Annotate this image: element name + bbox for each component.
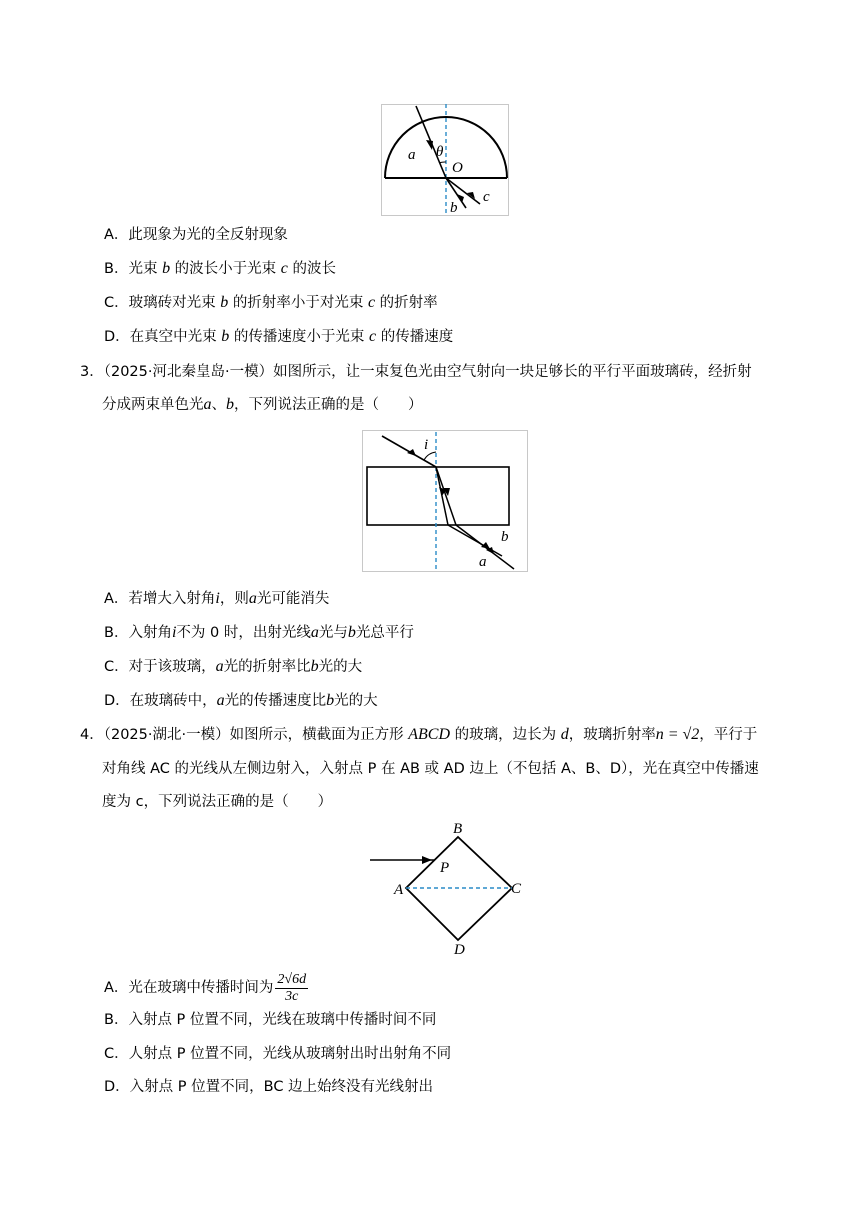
label-theta: θ bbox=[436, 144, 444, 160]
q3-option-b: B．入射角i不为 0 时，出射光线a光与b光总平行 bbox=[104, 624, 414, 641]
q4-stem-line3: 度为 c，下列说法正确的是（ ） bbox=[102, 794, 333, 810]
q4-option-d: D．入射点 P 位置不同，BC 边上始终没有光线射出 bbox=[104, 1079, 434, 1095]
q2-option-c: C．玻璃砖对光束 b 的折射率小于对光束 c 的折射率 bbox=[104, 294, 438, 311]
label-C: C bbox=[511, 881, 522, 897]
q3-option-d: D．在玻璃砖中，a光的传播速度比b光的大 bbox=[104, 692, 378, 709]
figure-square-glass bbox=[366, 820, 530, 958]
q4-option-a: A．光在玻璃中传播时间为 $\frac{2√6d}{3c}$ bbox=[104, 971, 307, 1004]
label-A: A bbox=[394, 882, 404, 898]
figure-glass-slab bbox=[362, 430, 528, 572]
q2-option-b: B．光束 b 的波长小于光束 c 的波长 bbox=[104, 260, 336, 277]
q3-option-a: A．若增大入射角i，则a光可能消失 bbox=[104, 590, 330, 607]
label-P: P bbox=[440, 860, 450, 876]
label-c: c bbox=[483, 189, 490, 205]
q2-option-a: A．此现象为光的全反射现象 bbox=[104, 227, 288, 243]
q3-option-c: C．对于该玻璃，a光的折射率比b光的大 bbox=[104, 658, 363, 675]
label-b: b bbox=[501, 529, 509, 545]
label-i: i bbox=[424, 437, 429, 453]
q4-option-c: C．人射点 P 位置不同，光线从玻璃射出时出射角不同 bbox=[104, 1046, 452, 1062]
label-a: a bbox=[479, 554, 487, 570]
q3-stem-line2: 分成两束单色光a、b，下列说法正确的是（ ） bbox=[102, 396, 423, 413]
label-b: b bbox=[450, 200, 458, 216]
label-a: a bbox=[408, 147, 416, 163]
q4-stem-line1: 4．（2025·湖北·一模）如图所示，横截面为正方形 ABCD 的玻璃，边长为 d，玻璃折射率n = √2，平行于 bbox=[80, 726, 758, 743]
q3-number: 3． bbox=[80, 364, 104, 380]
label-B: B bbox=[453, 821, 463, 837]
q4-stem-line2: 对角线 AC 的光线从左侧边射入，入射点 P 在 AB 或 AD 边上（不包括 A、B、D），光在真空中传播速 bbox=[102, 761, 759, 777]
q4-number: 4． bbox=[80, 727, 104, 743]
q3-stem-line1: 3．（2025·河北秦皇岛·一模）如图所示，让一束复色光由空气射向一块足够长的平行平面玻璃砖，经折射 bbox=[80, 364, 752, 380]
figure-semicircle-refraction bbox=[381, 104, 509, 216]
q2-option-d: D．在真空中光束 b 的传播速度小于光束 c 的传播速度 bbox=[104, 328, 454, 345]
label-D: D bbox=[454, 942, 465, 958]
q4-option-b: B．入射点 P 位置不同，光线在玻璃中传播时间不同 bbox=[104, 1012, 437, 1028]
time-fraction: $\frac{2√6d}{3c}$ bbox=[277, 971, 307, 1004]
label-O: O bbox=[452, 160, 463, 176]
